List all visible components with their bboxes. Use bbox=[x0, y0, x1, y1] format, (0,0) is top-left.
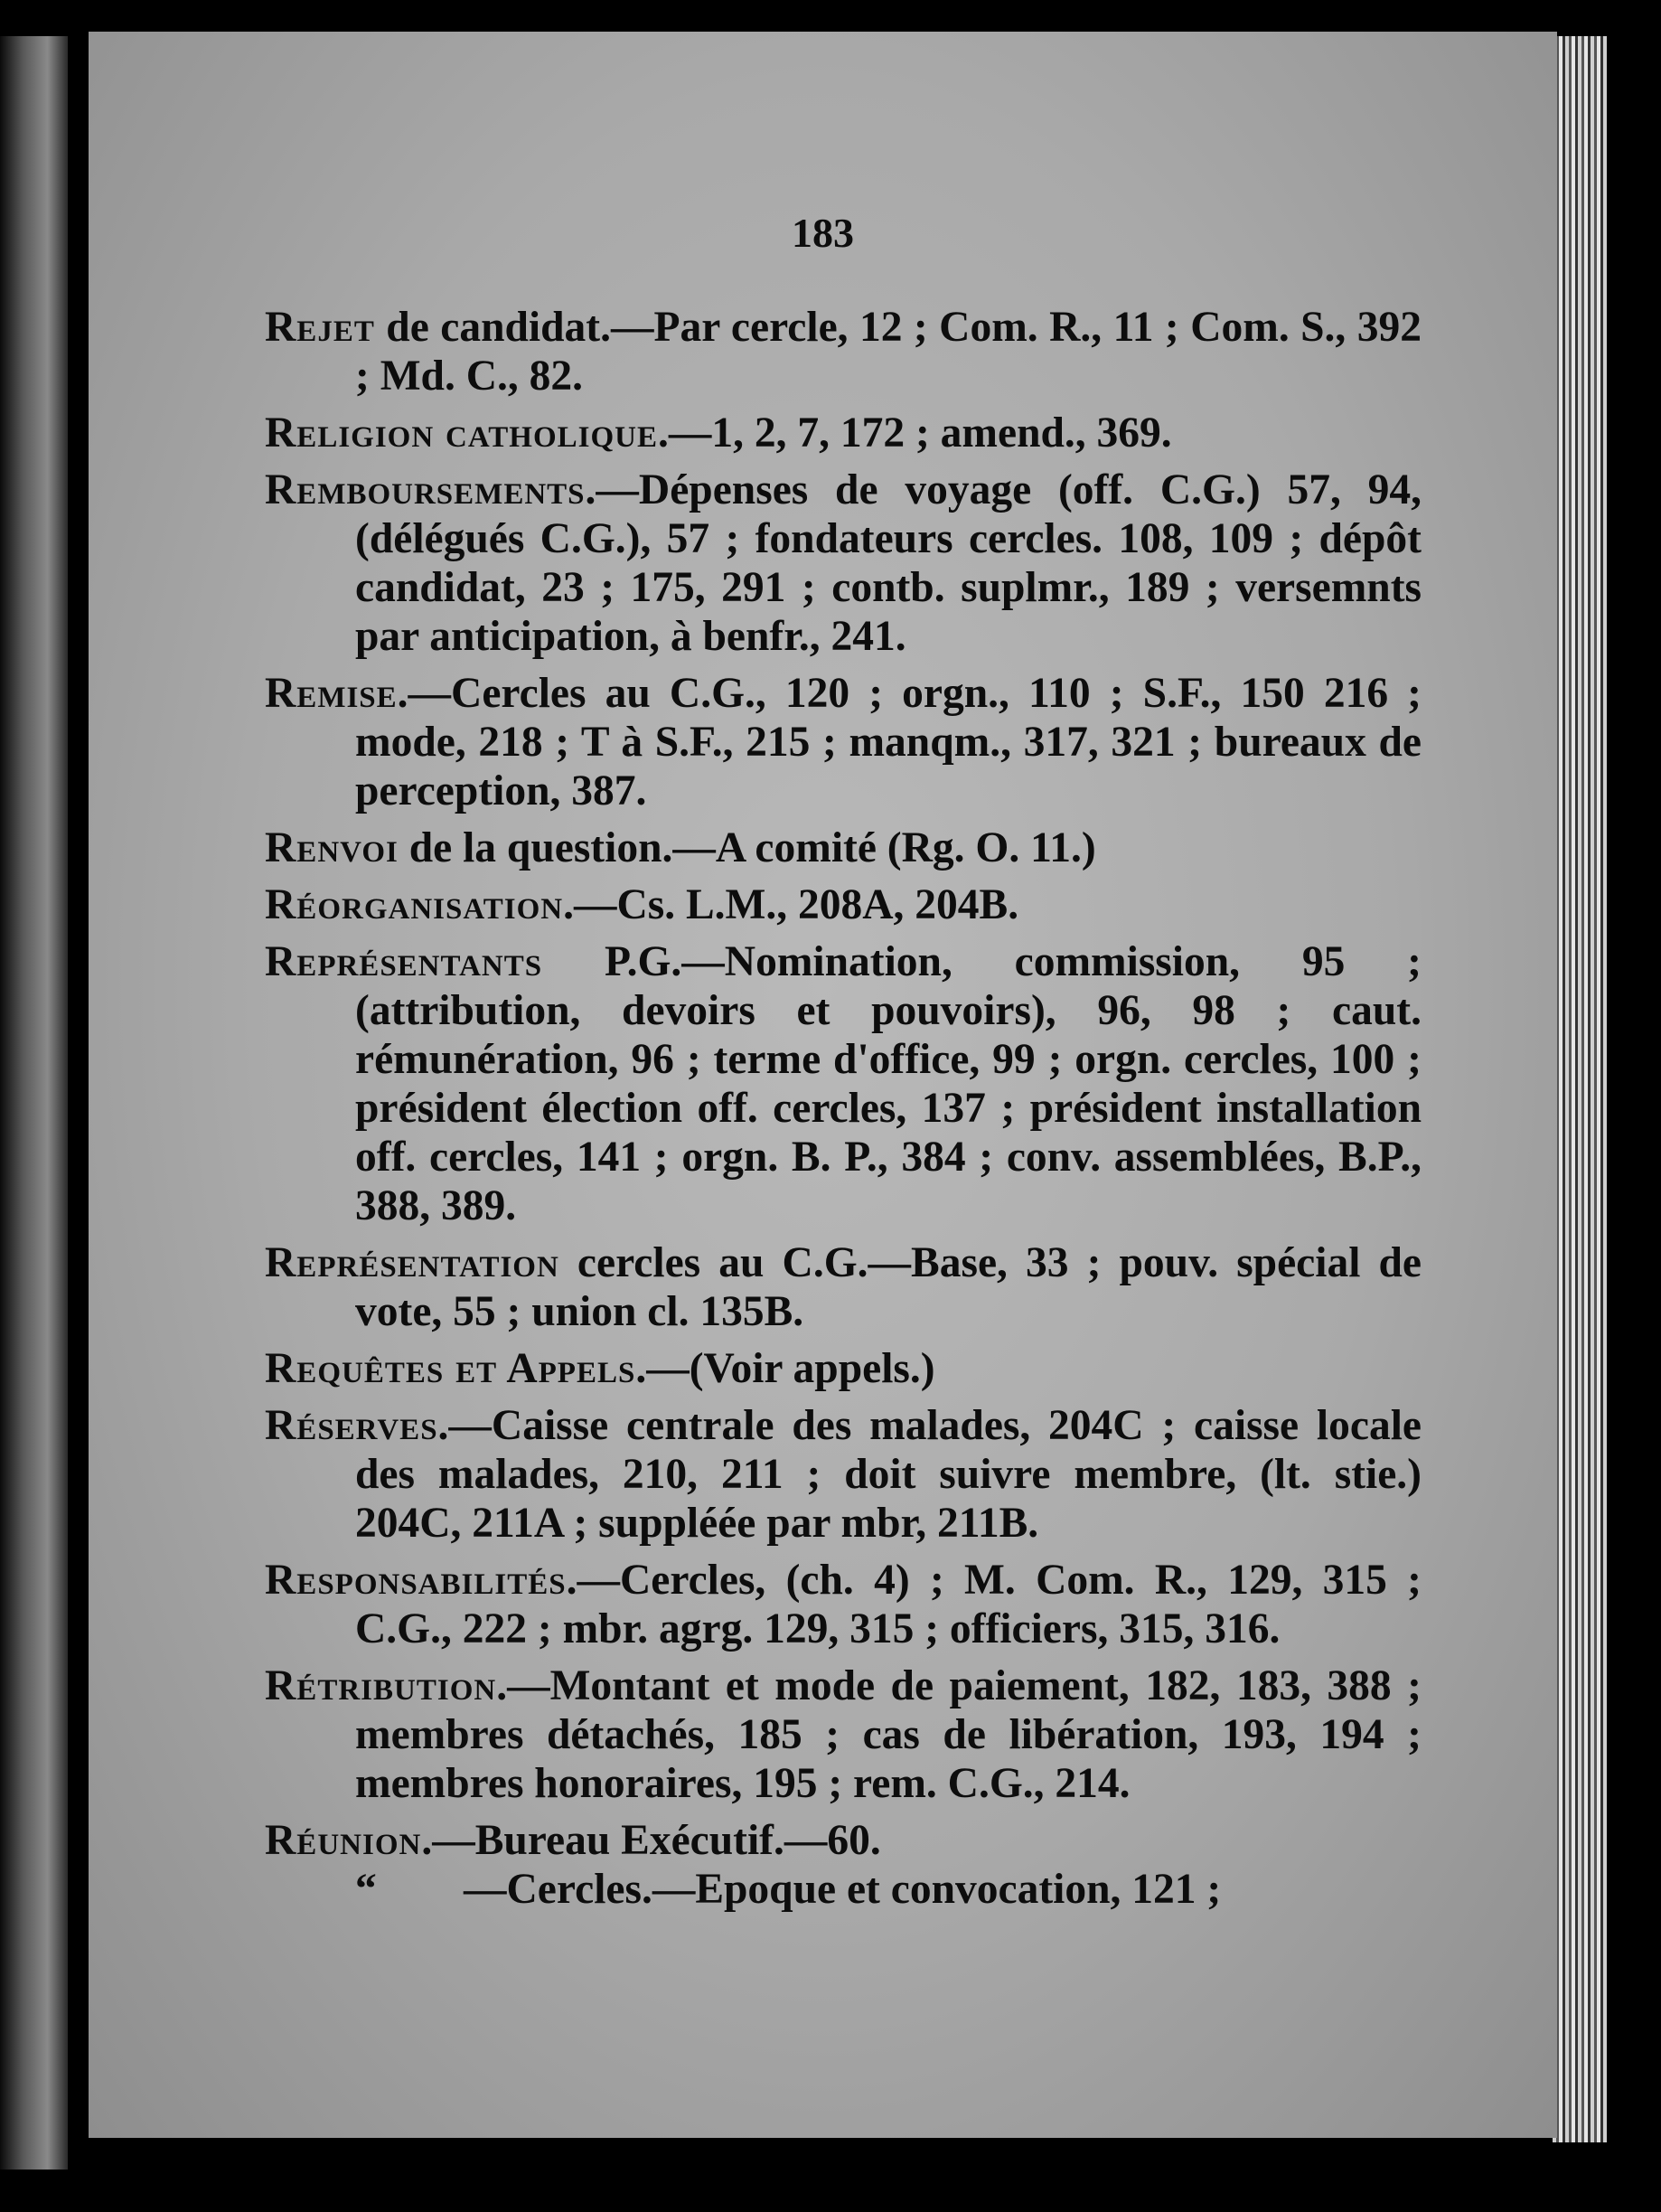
index-subentry bbox=[265, 1865, 1422, 1914]
entry-heading: Représentation bbox=[265, 1239, 559, 1286]
entry-text: .—Caisse centrale des malades, 204C ; caisse locale des malades, 210, 211 ; doit suivre membre, (lt. stie.) 204C, 211A ; suppléée par mbr, 211B. bbox=[355, 1402, 1422, 1547]
entry-text: .—Dépenses de voyage (off. C.G.) 57, 94, (délégués C.G.), 57 ; fondateurs cercles. 108, 109 ; dépôt candidat, 23 ; 175, 291 ; contb. suplmr., 189 ; versemnts par anticipation, à benfr., 241. bbox=[355, 466, 1422, 660]
index-entry bbox=[265, 824, 1422, 872]
entry-heading: Rejet bbox=[265, 304, 375, 351]
index-entry bbox=[265, 1401, 1422, 1548]
index-entries bbox=[265, 303, 1422, 1914]
page-number: 183 bbox=[792, 210, 854, 256]
index-entry bbox=[265, 1344, 1422, 1393]
entry-text: cercles au C.G.—Base, 33 ; pouv. spécial de vote, 55 ; union cl. 135B. bbox=[355, 1239, 1422, 1335]
entry-heading: Remise bbox=[265, 670, 398, 717]
index-entry bbox=[265, 1816, 1422, 1865]
index-entry bbox=[265, 303, 1422, 400]
entry-heading: Réorganisation bbox=[265, 881, 564, 928]
entry-text: de candidat.—Par cercle, 12 ; Com. R., 11 ; Com. S., 392 ; Md. C., 82. bbox=[355, 304, 1422, 400]
entry-text: .—Bureau Exécutif.—60. bbox=[421, 1817, 881, 1864]
entry-text: .—Cs. L.M., 208A, 204B. bbox=[563, 881, 1019, 928]
ditto-mark: “ bbox=[355, 1866, 377, 1913]
entry-text: .—Cercles, (ch. 4) ; M. Com. R., 129, 315 ; C.G., 222 ; mbr. agrg. 129, 315 ; officiers, 315, 316. bbox=[355, 1557, 1422, 1652]
entry-heading: Responsabilités bbox=[265, 1557, 567, 1604]
book-page bbox=[89, 32, 1557, 2138]
index-entry bbox=[265, 1556, 1422, 1653]
index-entry bbox=[265, 1661, 1422, 1808]
left-page-edge bbox=[0, 36, 68, 2170]
subentry-text: —Cercles.—Epoque et convocation, 121 ; bbox=[464, 1866, 1222, 1913]
entry-text: de la question.—A comité (Rg. O. 11.) bbox=[408, 824, 1096, 871]
entry-heading: Requêtes et Appels bbox=[265, 1345, 636, 1392]
entry-heading: Réunion bbox=[265, 1817, 422, 1864]
entry-heading: Religion catholique bbox=[265, 409, 658, 457]
entry-heading: Remboursements bbox=[265, 466, 586, 513]
book-page-edges bbox=[1553, 36, 1607, 2142]
entry-text: P.G.—Nomination, commission, 95 ; (attribution, devoirs et pouvoirs), 96, 98 ; caut. rémunération, 96 ; terme d'office, 99 ; orgn. cercles, 100 ; président élection off. cercles, 137 ; président installation off. cercles, 141 ; orgn. B. P., 384 ; conv. assemblées, B.P., 388, 389. bbox=[355, 938, 1422, 1229]
index-entry bbox=[265, 937, 1422, 1230]
index-entry bbox=[265, 1238, 1422, 1336]
entry-heading: Renvoi bbox=[265, 824, 399, 871]
entry-text: .—Cercles au C.G., 120 ; orgn., 110 ; S.F., 150 216 ; mode, 218 ; T à S.F., 215 ; manqm., 317, 321 ; bureaux de perception, 387. bbox=[355, 670, 1422, 814]
entry-heading: Réserves bbox=[265, 1402, 438, 1449]
entry-text: .—Montant et mode de paiement, 182, 183, 388 ; membres détachés, 185 ; cas de libération, 193, 194 ; membres honoraires, 195 ; rem. C.G., 214. bbox=[355, 1662, 1422, 1807]
entry-heading: Rétribution bbox=[265, 1662, 497, 1709]
index-entry bbox=[265, 466, 1422, 661]
entry-heading: Représentants bbox=[265, 938, 543, 985]
index-entry bbox=[265, 409, 1422, 457]
index-entry bbox=[265, 669, 1422, 815]
index-entry bbox=[265, 880, 1422, 929]
entry-text: .—(Voir appels.) bbox=[635, 1345, 935, 1392]
entry-text: .—1, 2, 7, 172 ; amend., 369. bbox=[657, 409, 1172, 457]
